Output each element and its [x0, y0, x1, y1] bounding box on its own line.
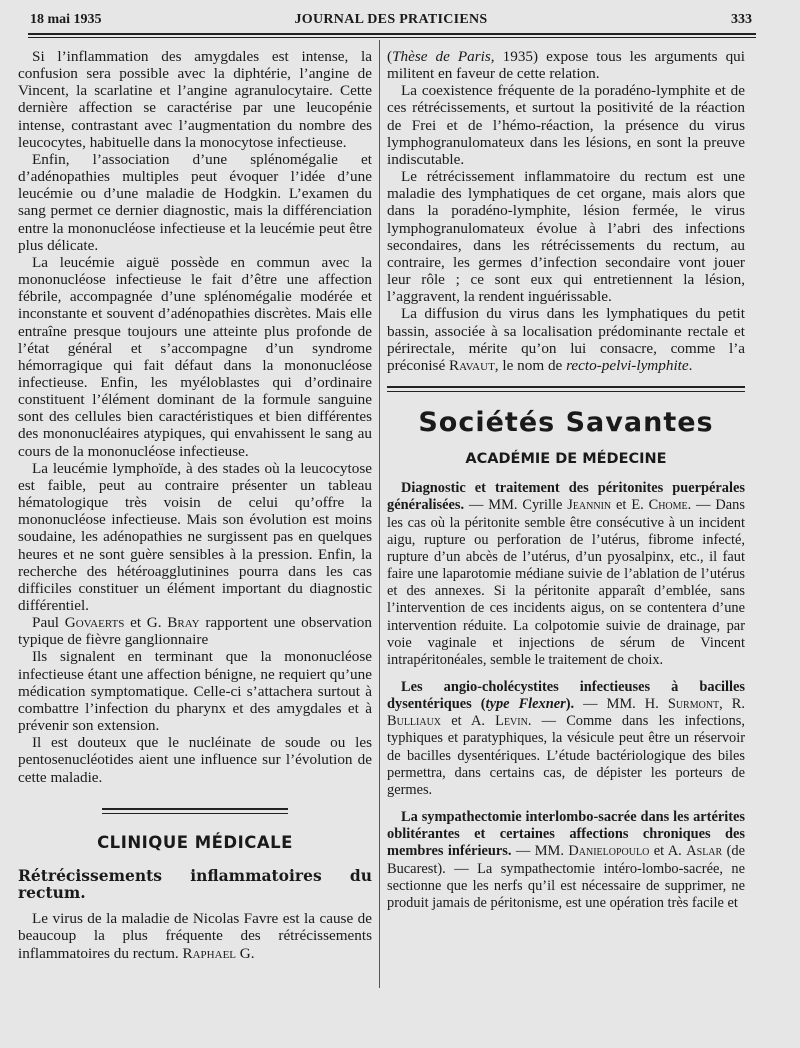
paragraph-govaerts: Paul Govaerts et G. Bray rapportent une observation typique de fièvre ganglionnaire: [18, 614, 372, 649]
paragraph: Ils signalent en terminant que la mononucléose infectieuse étant une affection bénigne, ne requiert qu’une médication symptomatique. Celle-ci s’attachera surtout à combattre l’infection du pharynx et des amygdales et à prévenir son extension.: [18, 648, 372, 735]
section-rule: [102, 808, 288, 814]
article-subheading: Rétrécissements inflammatoires du rectum.: [18, 865, 372, 903]
paragraph: Le rétrécissement inflammatoire du rectum est une maladie des lymphatiques de cet organe, mais alors que dans la poradéno-lymphite, lésion fermée, le virus lymphogranulomateux évolue à l’abri des infections secondaires, dans les rétrécissements du rectum, au contraire, les germes d’infection secondaire vont jouer leur rôle ; ce sont eux qui entretiennent la lésion, l’aggravent, la rendent inguérissable.: [387, 168, 745, 306]
paragraph: Il est douteux que le nucléinate de soude ou les pentosenucléotides aient une influence sur l’évolution de cette maladie.: [18, 734, 372, 786]
list-item: Diagnostic et traitement des péritonites puerpérales généralisées. — MM. Cyrille Jeannin et E. Chome. — Dans les cas où la péritonite semble être consécutive à un incident aigu, rupture ou perforation de l’utérus, fibrome infecté, rupture d’un abcès de l’utérus, d’un pyosalpinx, etc., il faut faire une laparotomie médiane suivie de l’ablation de l’utérus et des annexes. Si la péritonite apparaît d’emblée, sans l’intervention de ces incidents aigus, on se contentera d’une intervention réduite. La colpotomie suivie de drainage, par voie vaginale et injections de sérum de Vincent intrapéritonéales, semble le traitement de choix.: [387, 480, 745, 668]
paragraph: Enfin, l’association d’une splénomégalie et d’adénopathies multiples peut évoquer l’idée d’une leucémie ou d’une maladie de Hodgkin. L’examen du sang permet ce dernier diagnostic, mais la différenciation entre la mononucléose infectieuse et la leucémie peut être plus délicate.: [18, 150, 372, 254]
journal-title: JOURNAL DES PRATICIENS: [294, 12, 488, 27]
list-item: Les angio-cholécystites infectieuses à bacilles dysentériques (type Flexner). — MM. H. Surmont, R. Bulliaux et A. Levin. — Comme dans les infections, typhiques et paratyphiques, la vésicule peut être un réservoir de bacilles dysentériques. L’étude bactériologique des biles permettra, dans certains cas, de dépister les porteurs de germes.: [387, 679, 745, 798]
paragraph: La diffusion du virus dans les lymphatiques du petit bassin, associée à sa localisation prédominante rectale et périrectale, mérite qu’on lui consacre, comme l’a préconisé Ravaut, le nom de recto-pelvi-lymphite.: [387, 305, 745, 374]
paragraph: La leucémie aiguë possède en commun avec la mononucléose infectieuse le fait d’être une affection fébrile, accompagnée d’une splénomégalie modérée et inconstante et souvent d’adénopathies discrètes. Mais elle entraîne presque toujours une atteinte plus profonde de l’état général et s’accompagne d’un syndrome hémorragique qui fait défaut dans la mononucléose infectieuse. Enfin, les myéloblastes qui d’ordinaire constituent l’élément dominant de la formule sanguine sont des cellules bien caractéristiques et bien différentes des mononucléaires atypiques, qui envahissent le sang au cours de la mononucléose infectieuse.: [18, 253, 372, 460]
page-number: 333: [731, 12, 752, 27]
academie-entries: [387, 480, 745, 912]
header-rule: [28, 33, 756, 38]
author-name: Bray: [167, 614, 200, 632]
author-name: Raphael G.: [182, 944, 255, 962]
paragraph: La coexistence fréquente de la poradéno-lymphite et de ces rétrécissements, et surtout la positivité de la réaction de Frei et de l’hémo-réaction, la présence du virus lymphogranulomateux dans les lésions, en sont la preuve indiscutable.: [387, 82, 745, 168]
paragraph: (Thèse de Paris, 1935) expose tous les arguments qui militent en faveur de cette relation.: [387, 48, 745, 83]
paragraph-rectum: Le virus de la maladie de Nicolas Favre est la cause de beaucoup la plus fréquente des rétrécissements inflammatoires du rectum. Raphael G.: [18, 910, 372, 962]
header-date: 18 mai 1935: [30, 12, 102, 27]
section-heading-societes: Sociétés Savantes: [418, 406, 714, 438]
list-item: La sympathectomie interlombo-sacrée dans les artérites oblitérantes et certaines affections chroniques des membres inférieurs. — MM. Danielopoulo et A. Aslar (de Bucarest). — La sympathectomie intéro-lombo-sacrée, ne sectionne que les nerfs qu’il est nécessaire de supprimer, ne produit jamais de péritonisme, est une opération très facile et: [387, 809, 746, 911]
right-column: [387, 48, 745, 922]
paragraph: Si l’inflammation des amygdales est intense, la confusion sera possible avec la diphtérie, l’angine de Vincent, la scarlatine et l’angine agranulocytaire. Cette dernière affection se caractérise par une leucopénie intense, contrastant avec l’augmentation du nombre des leucocytes, habituelle dans la monocytose infectieuse.: [18, 48, 372, 151]
section-rule: [387, 386, 745, 392]
page-header: [30, 10, 752, 30]
section-subheading-academie: ACADÉMIE DE MÉDECINE: [465, 451, 667, 468]
left-column: [18, 48, 372, 962]
column-divider: [379, 40, 380, 988]
paragraph: La leucémie lymphoïde, à des stades où la leucocytose est faible, peut au contraire présenter un tableau hématologique très voisin de celui qu’offre la mononucléose infectieuse. Mais son évolution est moins soudaine, les adénopathies ne surgissent pas en quelques heures et ne sont guère sensibles à la pression. Enfin, la recherche des hétéroagglutinines pourra dans les cas difficiles constituer un élément important du diagnostic différentiel.: [18, 459, 372, 614]
section-heading-clinique: CLINIQUE MÉDICALE: [97, 832, 293, 852]
author-name: Ravaut: [449, 356, 495, 374]
author-name: Govaerts: [64, 614, 125, 632]
